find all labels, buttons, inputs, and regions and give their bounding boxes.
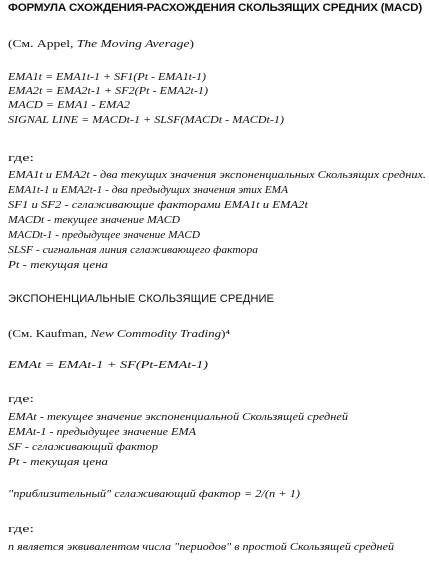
def-price: Pt - текущая цена bbox=[8, 260, 108, 271]
def-sf-factors: SF1 и SF2 - сглаживающие факторами EMA1t и EMA2t bbox=[8, 200, 308, 211]
where-label-2: где: bbox=[8, 394, 34, 405]
formula-signal-line: SIGNAL LINE = MACDt-1 + SLSF(MACDt - MACDt-1) bbox=[8, 115, 284, 126]
approx-smoothing-factor: "приблизительный" сглаживающий фактор = 2/(n + 1) bbox=[8, 489, 300, 500]
def-macd-previous: MACDt-1 - предыдущее значение MACD bbox=[8, 230, 200, 241]
formula-ema1: EMA1t = EMA1t-1 + SF1(Pt - EMA1t-1) bbox=[8, 72, 206, 83]
heading-ema: ЭКСПОНЕНЦИАЛЬНЫЕ СКОЛЬЗЯЩИЕ СРЕДНИЕ bbox=[8, 293, 274, 305]
def-macd-current: MACDt - текущее значение MACD bbox=[8, 215, 180, 226]
def-sf: SF - сглаживающий фактор bbox=[8, 442, 158, 453]
where-label-3: где: bbox=[8, 524, 34, 535]
formula-macd: MACD = EMA1 - EMA2 bbox=[8, 100, 130, 111]
def-ema-t: EMAt - текущее значение экспоненциальной Скользящей средней bbox=[8, 412, 348, 423]
formula-ema2: EMA2t = EMA2t-1 + SF2(Pt - EMA2t-1) bbox=[8, 86, 208, 97]
def-pt: Pt - текущая цена bbox=[8, 457, 108, 468]
reference-kaufman: (См. Kaufman, New Commodity Trading)⁴ bbox=[8, 329, 231, 340]
where-label-1: где: bbox=[8, 153, 34, 164]
def-ema-previous: EMA1t-1 и EMA2t-1 - два предыдущих значения этих EMA bbox=[8, 185, 288, 196]
reference-appel: (См. Appel, The Moving Average) bbox=[8, 39, 195, 50]
def-slsf: SLSF - сигнальная линия сглаживающего фактора bbox=[8, 245, 258, 256]
def-ema-current: EMA1t и EMA2t - два текущих значения экспоненциальных Скользящих средних. bbox=[8, 170, 427, 181]
def-n-periods: n является эквивалентом числа "периодов" в простой Скользящей средней bbox=[8, 542, 394, 553]
def-ema-t-1: EMAt-1 - предыдущее значение EMA bbox=[8, 427, 196, 438]
formula-ema: EMAt = EMAt-1 + SF(Pt-EMAt-1) bbox=[8, 360, 209, 371]
heading-macd: ФОРМУЛА СХОЖДЕНИЯ-РАСХОЖДЕНИЯ СКОЛЬЗЯЩИХ СРЕДНИХ (MACD) bbox=[8, 2, 423, 14]
